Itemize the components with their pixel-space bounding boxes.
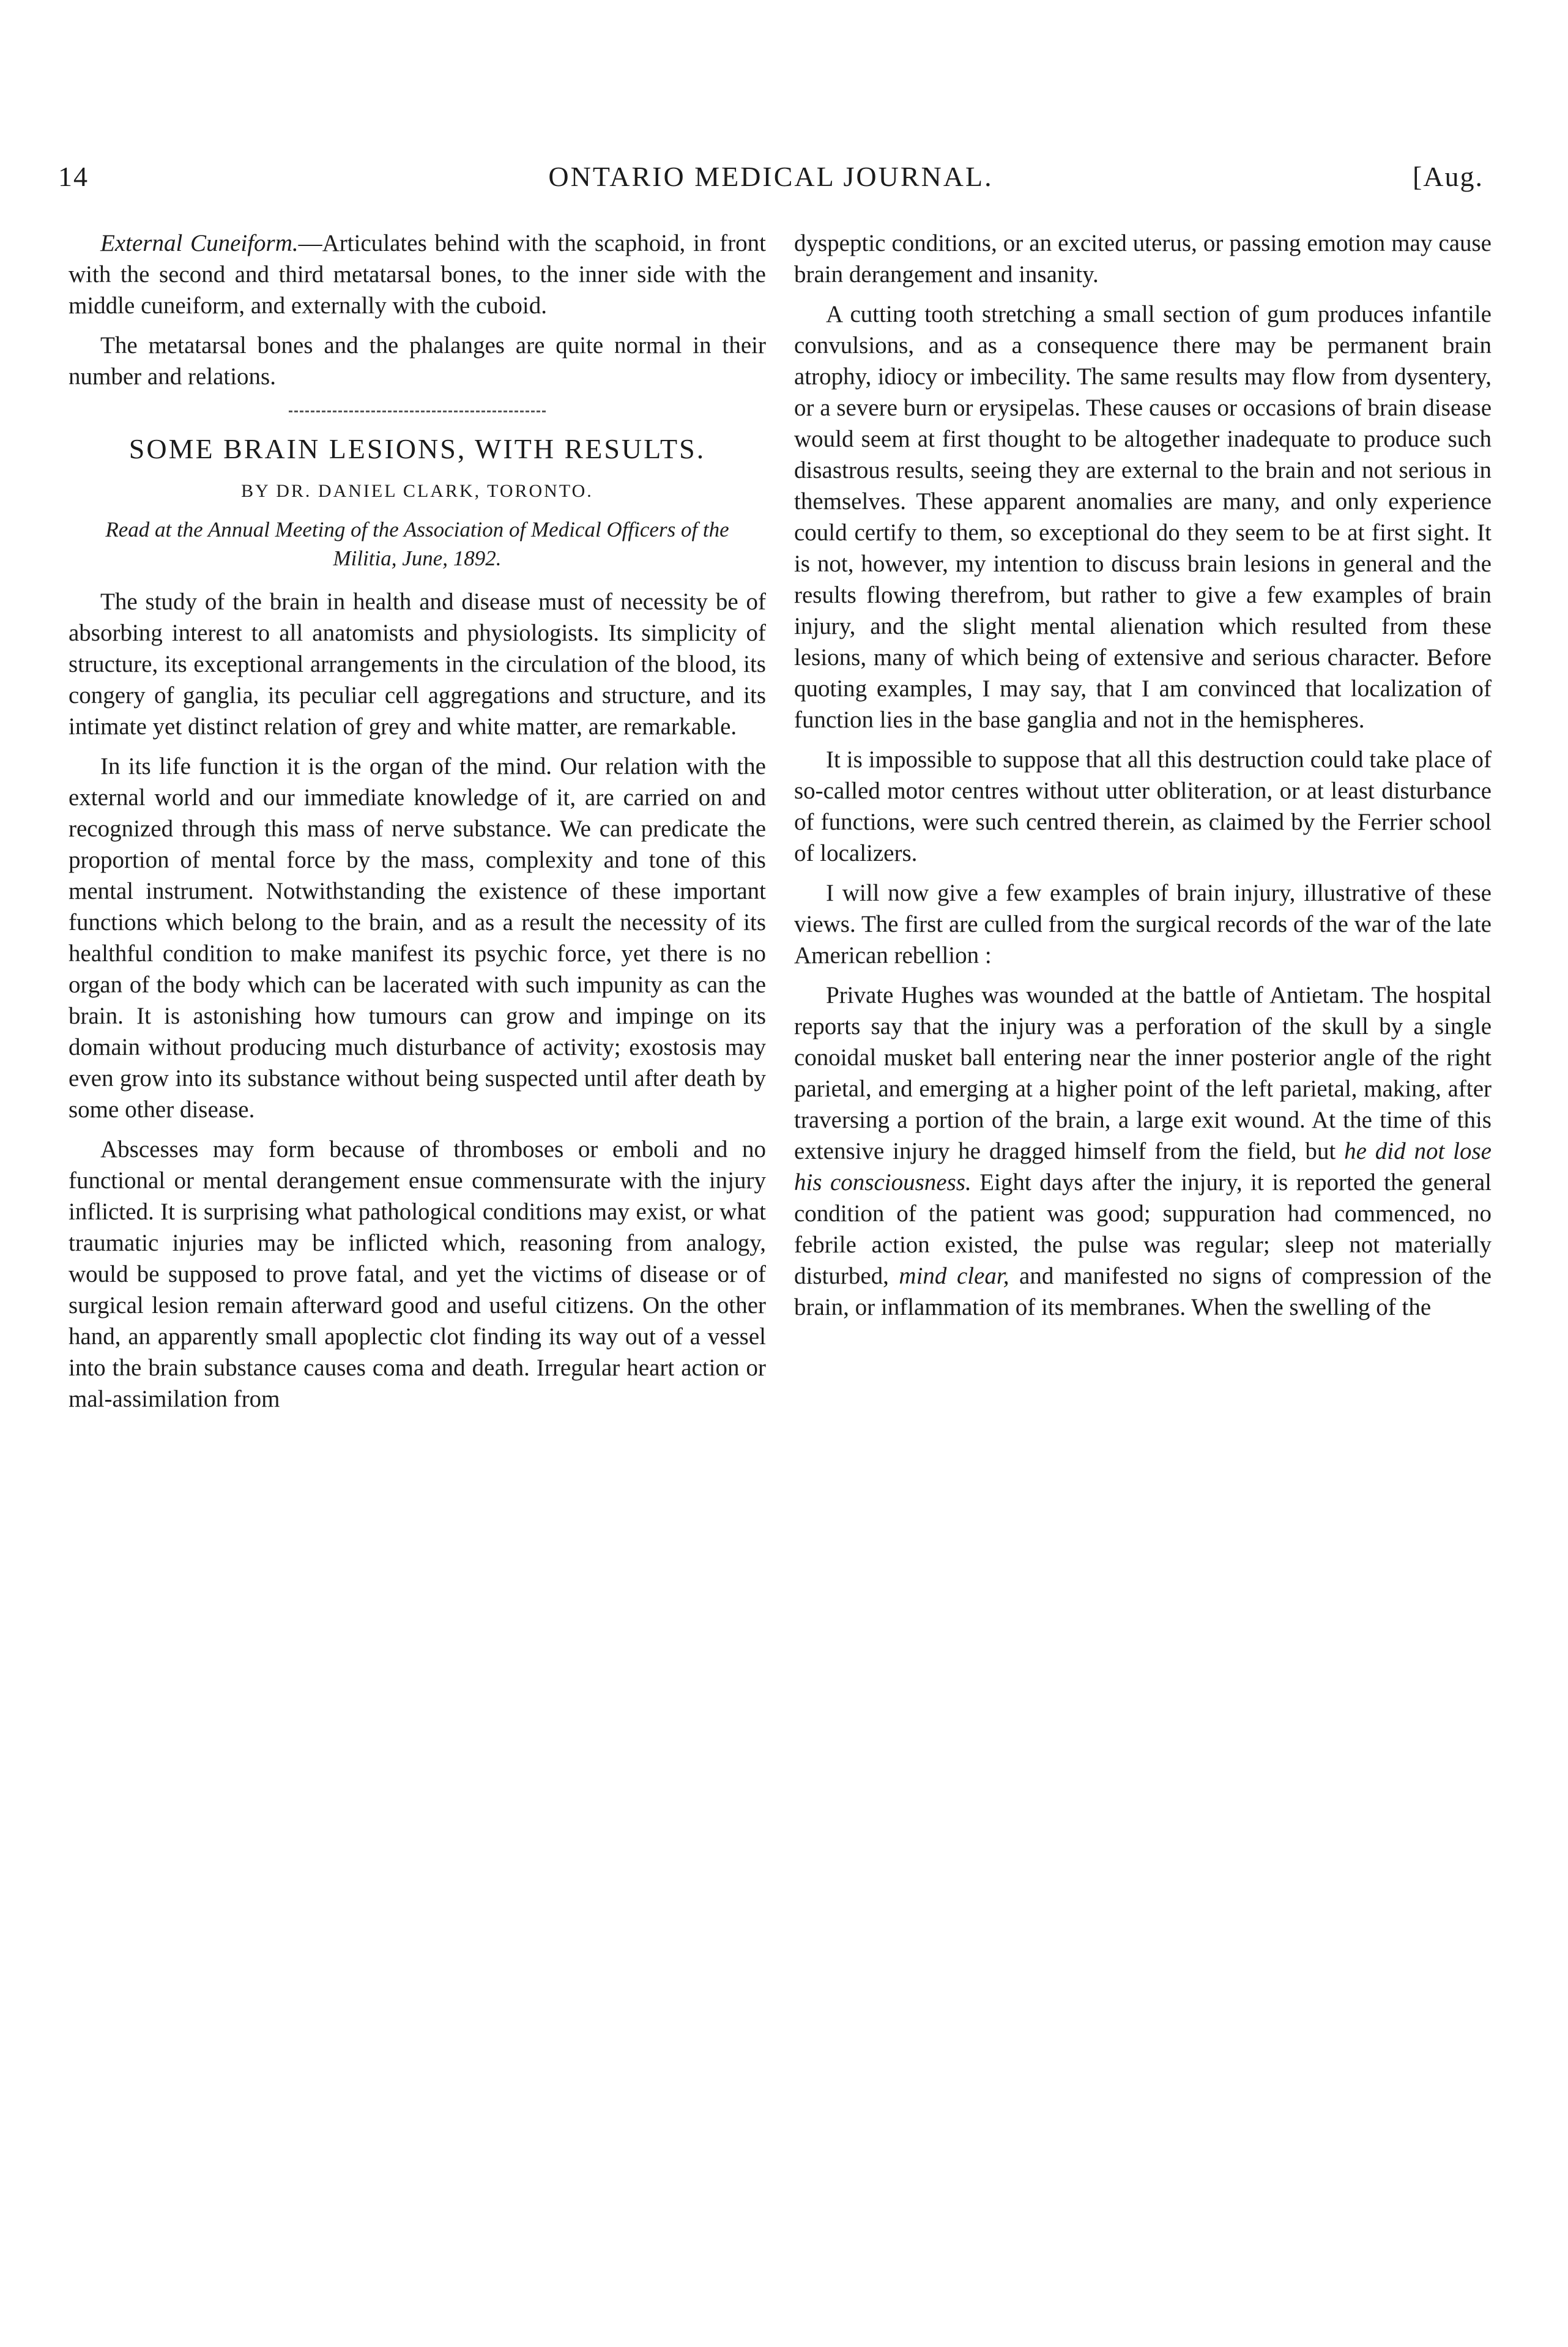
external-cuneiform-paragraph bbox=[69, 228, 766, 321]
body-paragraph: I will now give a few examples of brain injury, illustrative of these views. The first are culled from the surgical records of the war of the late American rebellion : bbox=[794, 880, 1492, 969]
hughes-italic-mind-clear: mind clear, bbox=[899, 1263, 1009, 1289]
body-paragraph: The study of the brain in health and disease must of necessity be of absorbing interest to all anatomists and physiologists. Its simplicity of structure, its exceptional arrangements in the circulation of the blood, its congery of ganglia, its peculiar cell aggregations and structure, and its intimate yet distinct relation of grey and white matter, are remarkable. bbox=[69, 589, 766, 740]
journal-title: ONTARIO MEDICAL JOURNAL. bbox=[548, 161, 994, 192]
read-note: Read at the Annual Meeting of the Association of Medical Officers of the Militia, June, 1892. bbox=[105, 518, 729, 570]
body-paragraph: In its life function it is the organ of the mind. Our relation with the external world and our immediate knowledge of it, are carried on and recognized through this mass of nerve substance. We can predicate the proportion of mental force by the mass, complexity and tone of this mental instrument. Notwithstanding the existence of these important functions which belong to the brain, and as a result the necessity of its healthful condition to make manifest its psychic force, yet there is no organ of the body which can be lacerated with such impunity as can the brain. It is astonishing how tumours can grow and impinge on its domain without producing much disturbance of activity; exostosis may even grow into its substance without being suspected until after death by some other disease. bbox=[69, 753, 766, 1123]
left-column bbox=[69, 228, 766, 1423]
hughes-italic-consciousness: he did not lose his consciousness. bbox=[794, 1138, 1492, 1196]
hughes-text-part: Private Hughes was wounded at the battle of Antietam. The hospital reports say that the injury was a perforation of the skull by a single conoidal musket ball entering near the inner posterior angle of the right parietal, and emerging at a higher point of the left parietal, making, after traversing a portion of the brain, a large exit wound. At the time of this extensive injury he dragged himself from the field, but bbox=[794, 982, 1492, 1164]
page-number: 14 bbox=[58, 161, 89, 192]
body-paragraph: A cutting tooth stretching a small section of gum produces infantile convulsions, and as a consequence there may be permanent brain atrophy, idiocy or imbecility. The same results may flow from dysentery, or a severe burn or erysipelas. These causes or occasions of brain disease would seem at first thought to be altogether inadequate to produce such disastrous results, seeing they are external to the brain and not serious in themselves. These apparent anomalies are many, and only experience could certify to them, so exceptional do they seem to be at first sight. It is not, however, my intention to discuss brain lesions in general and the results flowing therefrom, but rather to give a few examples of brain injury, and the slight mental alienation which resulted from these lesions, many of which being of extensive and serious character. Before quoting examples, I may say, that I am convinced that localization of function lies in the base ganglia and not in the hemispheres. bbox=[794, 301, 1492, 733]
metatarsal-paragraph: The metatarsal bones and the phalanges are quite normal in their number and relations. bbox=[69, 332, 766, 390]
hughes-text-part: Eight days after the injury, it is reported the general condition of the patient was good; suppuration had commenced, no febrile action existed, the pulse was regular; sleep not materially disturbed, bbox=[794, 1169, 1492, 1289]
hughes-text-part: and manifested no signs of compression of the brain, or inflammation of its membranes. When the swelling of the bbox=[794, 1263, 1492, 1320]
body-paragraph: Abscesses may form because of thromboses or emboli and no functional or mental derangement ensue commensurate with the injury inflicted. It is surprising what pathological conditions may exist, or what traumatic injuries may be inflicted which, reasoning from analogy, would be supposed to prove fatal, and yet the victims of disease or of surgical lesion remain afterward good and useful citizens. On the other hand, an apparently small apoplectic clot finding its way out of a vessel into the brain substance causes coma and death. Irregular heart action or mal-assimilation from bbox=[69, 1136, 766, 1412]
section-divider bbox=[289, 411, 546, 412]
continued-paragraph: dyspeptic conditions, or an excited uterus, or passing emotion may cause brain derangement and insanity. bbox=[794, 230, 1492, 288]
running-head bbox=[58, 160, 1484, 203]
article-byline: BY DR. DANIEL CLARK, TORONTO. bbox=[241, 481, 593, 501]
hughes-case-paragraph bbox=[794, 980, 1492, 1323]
issue-month: [Aug. bbox=[1412, 161, 1484, 192]
right-column bbox=[794, 228, 1492, 1331]
intro-term: External Cuneiform. bbox=[100, 230, 299, 256]
body-paragraph: It is impossible to suppose that all this destruction could take place of so-called motor centres without utter obliteration, or at least disturbance of functions, were such centred therein, as claimed by the Ferrier school of localizers. bbox=[794, 746, 1492, 866]
article-title: SOME BRAIN LESIONS, WITH RESULTS. bbox=[128, 433, 706, 464]
intro-text: —Articulates behind with the scaphoid, in front with the second and third metatarsal bones, to the inner side with the middle cuneiform, and externally with the cuboid. bbox=[69, 230, 766, 319]
